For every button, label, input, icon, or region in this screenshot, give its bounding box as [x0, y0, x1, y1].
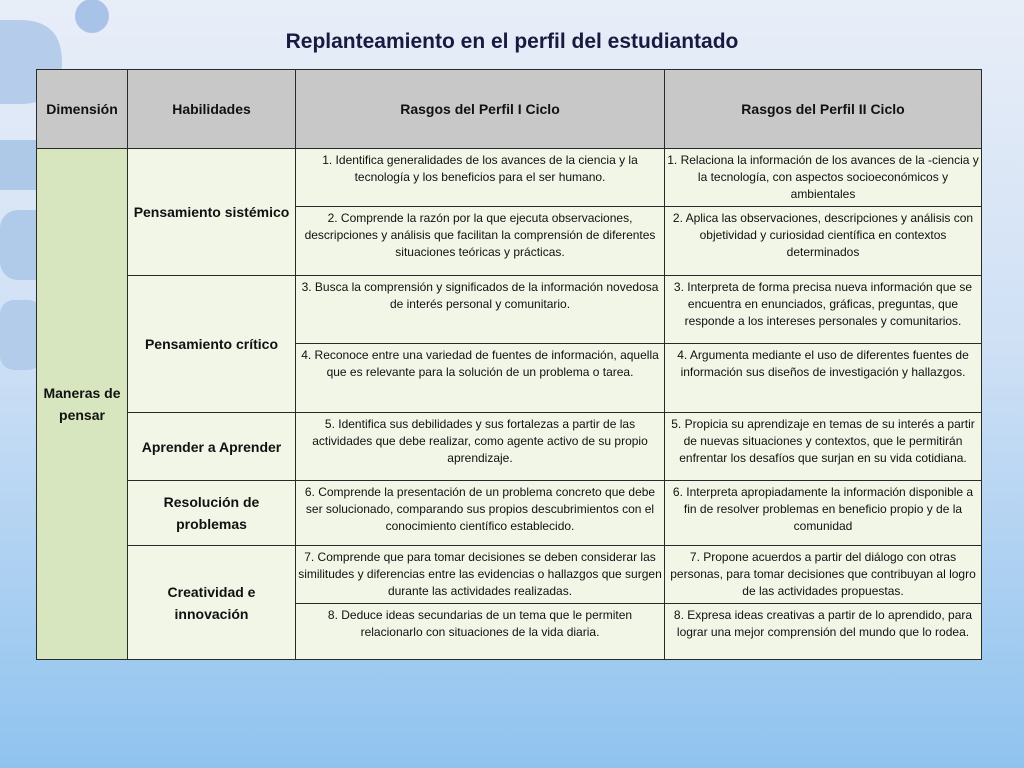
table-row [37, 546, 982, 604]
ciclo2-cell: 3. Interpreta de forma precisa nueva información que se encuentra en enunciados, gráficas, preguntas, que responde a los intereses personales y comunitarios. [665, 276, 982, 344]
ciclo1-cell: 8. Deduce ideas secundarias de un tema que le permiten relacionarlo con situaciones de la vida diaria. [296, 604, 665, 660]
ciclo1-cell: 2. Comprende la razón por la que ejecuta observaciones, descripciones y análisis que facilitan la comprensión de diferentes situaciones teóricas y prácticas. [296, 207, 665, 276]
header-row [37, 70, 982, 149]
habilidad-cell: Creatividad e innovación [128, 546, 296, 660]
profile-table [36, 69, 982, 660]
ciclo1-cell: 5. Identifica sus debilidades y sus fortalezas a partir de las actividades que debe realizar, como agente activo de su propio aprendizaje. [296, 413, 665, 481]
slide-title: Replanteamiento en el perfil del estudiantado [285, 30, 739, 53]
ciclo1-cell: 4. Reconoce entre una variedad de fuentes de información, aquella que es relevante para la solución de un problema o tarea. [296, 344, 665, 413]
header-dimension: Dimensión [37, 70, 128, 149]
ciclo2-cell: 1. Relaciona la información de los avances de la -ciencia y la tecnología, con aspectos socioeconómicos y ambientales [665, 149, 982, 207]
dimension-cell: Maneras de pensar [37, 149, 128, 660]
ciclo1-cell: 7. Comprende que para tomar decisiones se deben considerar las similitudes y diferencias entre las evidencias o hallazgos que surgen durante las actividades realizadas. [296, 546, 665, 604]
habilidad-cell: Aprender a Aprender [128, 413, 296, 481]
header-ciclo-2: Rasgos del Perfil II Ciclo [665, 70, 982, 149]
table-row [37, 149, 982, 207]
habilidad-cell: Pensamiento sistémico [128, 149, 296, 276]
table-row [37, 413, 982, 481]
ciclo2-cell: 5. Propicia su aprendizaje en temas de su interés a partir de nuevas situaciones y contextos, que le permitirán enfrentar los desafíos que surjan en su vida cotidiana. [665, 413, 982, 481]
ciclo1-cell: 6. Comprende la presentación de un problema concreto que debe ser solucionado, comparando sus propios descubrimientos con el conocimiento científico establecido. [296, 481, 665, 546]
ciclo1-cell: 3. Busca la comprensión y significados de la información novedosa de interés personal y comunitario. [296, 276, 665, 344]
ciclo2-cell: 4. Argumenta mediante el uso de diferentes fuentes de información sus diseños de investigación y hallazgos. [665, 344, 982, 413]
ciclo2-cell: 2. Aplica las observaciones, descripciones y análisis con objetividad y curiosidad científica en contextos determinados [665, 207, 982, 276]
ciclo2-cell: 6. Interpreta apropiadamente la información disponible a fin de resolver problemas en beneficio propio y de la comunidad [665, 481, 982, 546]
ciclo2-cell: 8. Expresa ideas creativas a partir de lo aprendido, para lograr una mejor comprensión del mundo que lo rodea. [665, 604, 982, 660]
ciclo1-cell: 1. Identifica generalidades de los avances de la ciencia y la tecnología y los beneficios para el ser humano. [296, 149, 665, 207]
table-row [37, 481, 982, 546]
header-habilidades: Habilidades [128, 70, 296, 149]
ciclo2-cell: 7. Propone acuerdos a partir del diálogo con otras personas, para tomar decisiones que contribuyan al logro de las actividades propuestas. [665, 546, 982, 604]
header-ciclo-1: Rasgos del Perfil I Ciclo [296, 70, 665, 149]
table-row [37, 276, 982, 344]
habilidad-cell: Resolución de problemas [128, 481, 296, 546]
habilidad-cell: Pensamiento crítico [128, 276, 296, 413]
